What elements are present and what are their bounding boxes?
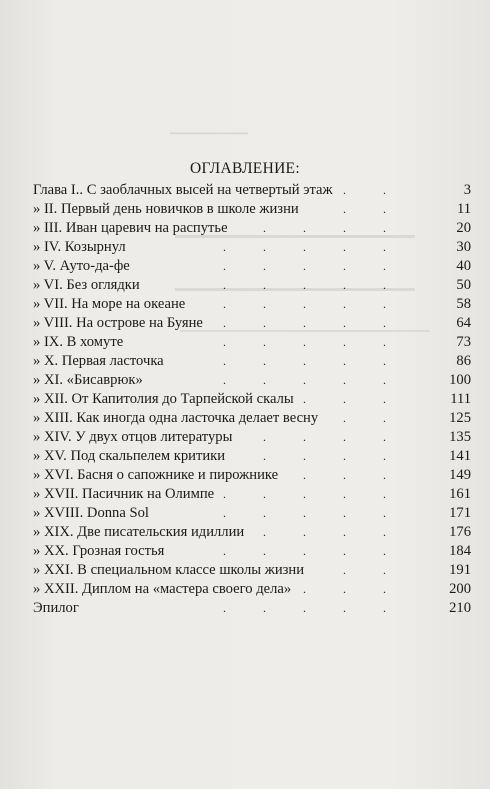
toc-entry-label: Глава I.. С заоблачных высей на четвертый этаж [33, 182, 333, 198]
leader-dot: . [223, 240, 226, 254]
leader-dot: . [303, 316, 306, 330]
toc-entry-page: 191 [449, 562, 471, 578]
toc-entry [33, 485, 471, 504]
leader-dot: . [343, 430, 346, 444]
leader-dot: . [343, 354, 346, 368]
leader-dot: . [383, 278, 386, 292]
toc-entry-label: » II. Первый день новичков в школе жизни [33, 201, 299, 217]
leader-dot: . [303, 259, 306, 273]
leader-dot: . [263, 297, 266, 311]
show-through-ghost: ───── [170, 120, 248, 145]
leader-dot: . [223, 297, 226, 311]
leader-dot: . [303, 278, 306, 292]
toc-entry-page: 200 [449, 581, 471, 597]
toc-entry-label: » VI. Без оглядки [33, 277, 140, 293]
leader-dot: . [343, 506, 346, 520]
toc-entry-page: 176 [449, 524, 471, 540]
leader-dot: . [383, 544, 386, 558]
toc-entry [33, 580, 471, 599]
toc-entry [33, 238, 471, 257]
leader-dot: . [263, 278, 266, 292]
leader-dot: . [383, 430, 386, 444]
toc-entry-label: Эпилог [33, 600, 79, 616]
toc-entry-label: » XII. От Капитолия до Тарпейской скалы [33, 391, 294, 407]
leader-dot: . [223, 487, 226, 501]
leader-dot: . [303, 354, 306, 368]
leader-dot: . [263, 449, 266, 463]
leader-dot: . [223, 316, 226, 330]
leader-dot: . [263, 506, 266, 520]
toc-entry-page: 3 [463, 182, 471, 198]
toc-entry-page: 73 [456, 334, 471, 350]
leader-dot: . [383, 297, 386, 311]
leader-dot: . [303, 582, 306, 596]
leader-dot: . [343, 544, 346, 558]
leader-dot: . [383, 563, 386, 577]
toc-entry-label: » V. Ауто-да-фе [33, 258, 130, 274]
leader-dot: . [223, 259, 226, 273]
toc-entry-label: » IX. В хомуте [33, 334, 124, 350]
toc-entry [33, 276, 471, 295]
toc-entry [33, 561, 471, 580]
leader-dot: . [343, 202, 346, 216]
leader-dot: . [223, 278, 226, 292]
toc-entry [33, 409, 471, 428]
leader-dot: . [303, 430, 306, 444]
leader-dot: . [303, 297, 306, 311]
leader-dot: . [383, 487, 386, 501]
toc-entry-page: 125 [449, 410, 471, 426]
leader-dot: . [263, 221, 266, 235]
toc-entry [33, 466, 471, 485]
leader-dot: . [383, 601, 386, 615]
toc-entry [33, 523, 471, 542]
toc-entry-page: 161 [449, 486, 471, 502]
toc-entry-label: » IV. Козырнул [33, 239, 126, 255]
leader-dot: . [383, 506, 386, 520]
leader-dot: . [263, 487, 266, 501]
leader-dot: . [263, 373, 266, 387]
leader-dot: . [303, 335, 306, 349]
toc-entry [33, 504, 471, 523]
leader-dot: . [343, 487, 346, 501]
toc-entry-label: » XIX. Две писательския идиллии [33, 524, 245, 540]
toc-entry-label: » XIII. Как иногда одна ласточка делает весну [33, 410, 319, 426]
toc-entry-page: 149 [449, 467, 471, 483]
toc-entry [33, 390, 471, 409]
toc-entry [33, 352, 471, 371]
leader-dot: . [383, 240, 386, 254]
toc-entry-page: 50 [456, 277, 471, 293]
toc-entry-page: 11 [456, 201, 471, 217]
leader-dot: . [223, 544, 226, 558]
toc-entry-label: » VII. На море на океане [33, 296, 186, 312]
leader-dot: . [303, 487, 306, 501]
toc-title: ОГЛАВЛЕНИЕ: [190, 160, 300, 177]
leader-dot: . [263, 259, 266, 273]
toc-entry [33, 181, 471, 200]
leader-dot: . [223, 601, 226, 615]
leader-dot: . [303, 373, 306, 387]
toc-entry-page: 135 [449, 429, 471, 445]
toc-entry-page: 141 [449, 448, 471, 464]
leader-dot: . [303, 544, 306, 558]
leader-dot: . [223, 335, 226, 349]
leader-dot: . [263, 525, 266, 539]
leader-dot: . [263, 430, 266, 444]
toc-entry [33, 295, 471, 314]
toc-entry-label: » XVII. Пасичник на Олимпе [33, 486, 215, 502]
toc-entry [33, 371, 471, 390]
toc-entry [33, 200, 471, 219]
leader-dot: . [343, 411, 346, 425]
toc-entry-page: 184 [449, 543, 471, 559]
toc-entry-page: 86 [456, 353, 471, 369]
toc-entry-label: » XVIII. Donna Sol [33, 505, 149, 521]
leader-dot: . [343, 278, 346, 292]
leader-dot: . [303, 449, 306, 463]
toc-entry-label: » XXII. Диплом на «мастера своего дела» [33, 581, 292, 597]
toc-entry [33, 542, 471, 561]
leader-dot: . [303, 601, 306, 615]
leader-dot: . [343, 240, 346, 254]
toc-entry [33, 257, 471, 276]
toc-entry-page: 64 [456, 315, 471, 331]
leader-dot: . [383, 392, 386, 406]
toc-entry-page: 58 [456, 296, 471, 312]
leader-dot: . [303, 240, 306, 254]
leader-dot: . [263, 316, 266, 330]
leader-dot: . [383, 316, 386, 330]
leader-dot: . [343, 183, 346, 197]
leader-dot: . [383, 468, 386, 482]
leader-dot: . [263, 335, 266, 349]
leader-dot: . [383, 221, 386, 235]
leader-dot: . [343, 563, 346, 577]
toc-entry [33, 428, 471, 447]
leader-dot: . [383, 259, 386, 273]
toc-entry-page: 100 [449, 372, 471, 388]
toc-entry-label: » VIII. На острове на Буяне [33, 315, 203, 331]
leader-dot: . [383, 202, 386, 216]
toc-entry-page: 171 [449, 505, 471, 521]
leader-dot: . [303, 525, 306, 539]
toc-entry-label: » XV. Под скальпелем критики [33, 448, 226, 464]
leader-dot: . [383, 411, 386, 425]
leader-dot: . [383, 525, 386, 539]
leader-dot: . [223, 506, 226, 520]
leader-dot: . [383, 354, 386, 368]
toc-entry-page: 111 [450, 391, 471, 407]
leader-dot: . [343, 525, 346, 539]
leader-dot: . [383, 582, 386, 596]
leader-dot: . [303, 506, 306, 520]
toc-entry-label: » X. Первая ласточка [33, 353, 164, 369]
leader-dot: . [223, 354, 226, 368]
leader-dot: . [343, 468, 346, 482]
toc-entry-label: » XX. Грозная гостья [33, 543, 165, 559]
toc-entry [33, 219, 471, 238]
leader-dot: . [343, 335, 346, 349]
toc-entry-page: 210 [449, 600, 471, 616]
leader-dot: . [343, 259, 346, 273]
toc-entry-label: » XXI. В специальном классе школы жизни [33, 562, 305, 578]
leader-dot: . [343, 373, 346, 387]
leader-dot: . [343, 449, 346, 463]
toc-entry-page: 40 [456, 258, 471, 274]
toc-entry [33, 314, 471, 333]
toc-entry-label: » XIV. У двух отцов литературы [33, 429, 233, 445]
leader-dot: . [383, 373, 386, 387]
leader-dot: . [303, 221, 306, 235]
leader-dot: . [383, 335, 386, 349]
leader-dot: . [303, 468, 306, 482]
leader-dot: . [223, 373, 226, 387]
leader-dots [33, 599, 471, 618]
leader-dot: . [343, 601, 346, 615]
leader-dot: . [343, 316, 346, 330]
toc-entry-label: » XI. «Бисаврюк» [33, 372, 143, 388]
toc-entry-label: » III. Иван царевич на распутье [33, 220, 228, 236]
leader-dot: . [343, 221, 346, 235]
leader-dot: . [263, 354, 266, 368]
toc-entry-label: » XVI. Басня о сапожнике и пирожнике [33, 467, 279, 483]
toc-entry [33, 599, 471, 618]
toc-entry [33, 447, 471, 466]
leader-dot: . [263, 601, 266, 615]
leader-dot: . [303, 392, 306, 406]
leader-dot: . [383, 183, 386, 197]
toc-entry-page: 30 [456, 239, 471, 255]
leader-dot: . [263, 544, 266, 558]
leader-dot: . [343, 297, 346, 311]
leader-dot: . [343, 392, 346, 406]
toc-list [33, 181, 471, 618]
toc-entry-page: 20 [456, 220, 471, 236]
leader-dot: . [263, 240, 266, 254]
leader-dot: . [383, 449, 386, 463]
leader-dot: . [343, 582, 346, 596]
toc-entry [33, 333, 471, 352]
